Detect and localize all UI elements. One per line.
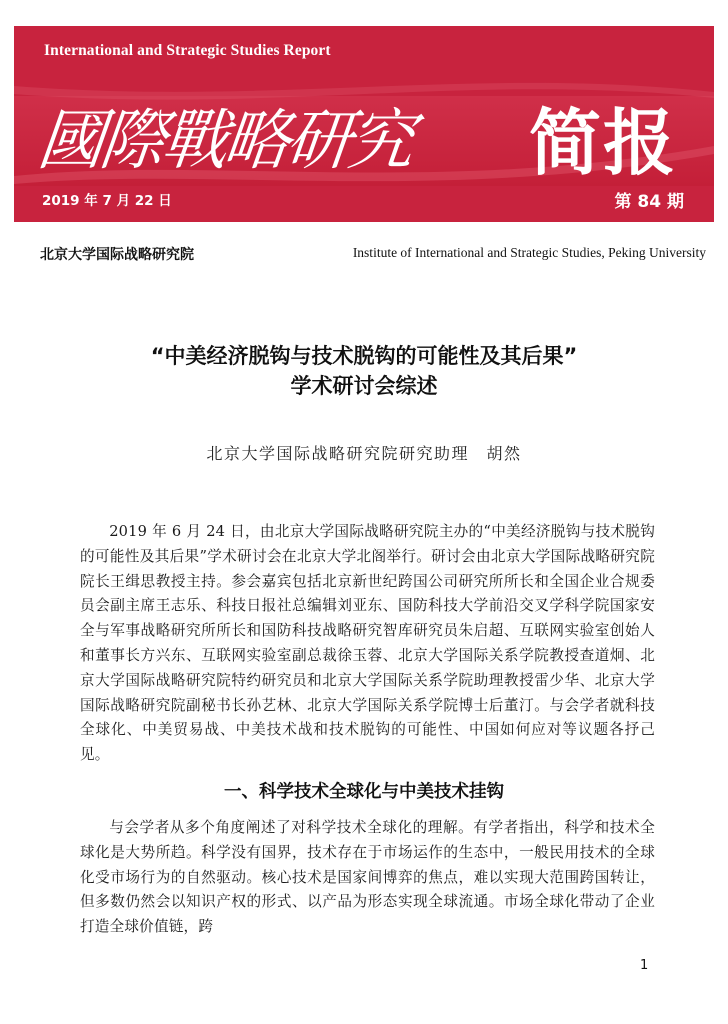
issue-number: 第 84 期 <box>614 192 684 212</box>
institute-name-cn: 北京大学国际战略研究院 <box>40 247 194 263</box>
intro-paragraph: 2019 年 6 月 24 日，由北京大学国际战略研究院主办的“中美经济脱钩与技术脱钩的可能性及其后果”学术研讨会在北京大学北阁举行。研讨会由北京大学国际战略研究院院长王缉思教授主持。参会嘉宾包括北京新世纪跨国公司研究所所长和全国企业合规委员会副主席王志乐、科技日报社总编辑刘亚东、国防科技大学前沿交叉学科学院国家安全与军事战略研究所所长和国防科技战略研究智库研究员朱启超、互联网实验室创始人和董事长方兴东、互联网实验室副总裁徐玉蓉、北京大学国际关系学院教授查道炯、北京大学国际战略研究院特约研究员和北京大学国际关系学院助理教授雷少华、北京大学国际战略研究院副秘书长孙艺林、北京大学国际关系学院博士后董汀。与会学者就科技全球化、中美贸易战、中美技术战和技术脱钩的可能性、中国如何应对等议题各抒己见。 <box>80 523 655 764</box>
banner-chinese-title: 國際戰略研究 <box>34 102 415 179</box>
banner-english-title: International and Strategic Studies Report <box>44 42 331 59</box>
article-title-line1: “中美经济脱钩与技术脱钩的可能性及其后果” <box>150 344 578 368</box>
article-author: 北京大学国际战略研究院研究助理 胡然 <box>206 444 522 463</box>
report-banner <box>14 26 714 222</box>
banner-brief-label: 简报 <box>529 101 678 185</box>
issue-date: 2019 年 7 月 22 日 <box>42 193 172 209</box>
section-paragraph: 与会学者从多个角度阐述了对科学技术全球化的理解。有学者指出，科学和技术全球化是大势所趋。科学没有国界，技术存在于市场运作的生态中，一般民用技术的全球化受市场行为的自然驱动。核心技术是国家间博弈的焦点，难以实现大范围跨国转让，但多数仍然会以知识产权的形式、以产品为形态实现全球流通。市场全球化带动了企业打造全球价值链，跨 <box>80 819 655 936</box>
page-number: 1 <box>640 958 649 973</box>
article-title-line2: 学术研讨会综述 <box>290 374 438 398</box>
section-heading: 一、科学技术全球化与中美技术挂钩 <box>224 782 504 802</box>
institute-name-en: Institute of International and Strategic Studies, Peking University <box>352 245 706 260</box>
